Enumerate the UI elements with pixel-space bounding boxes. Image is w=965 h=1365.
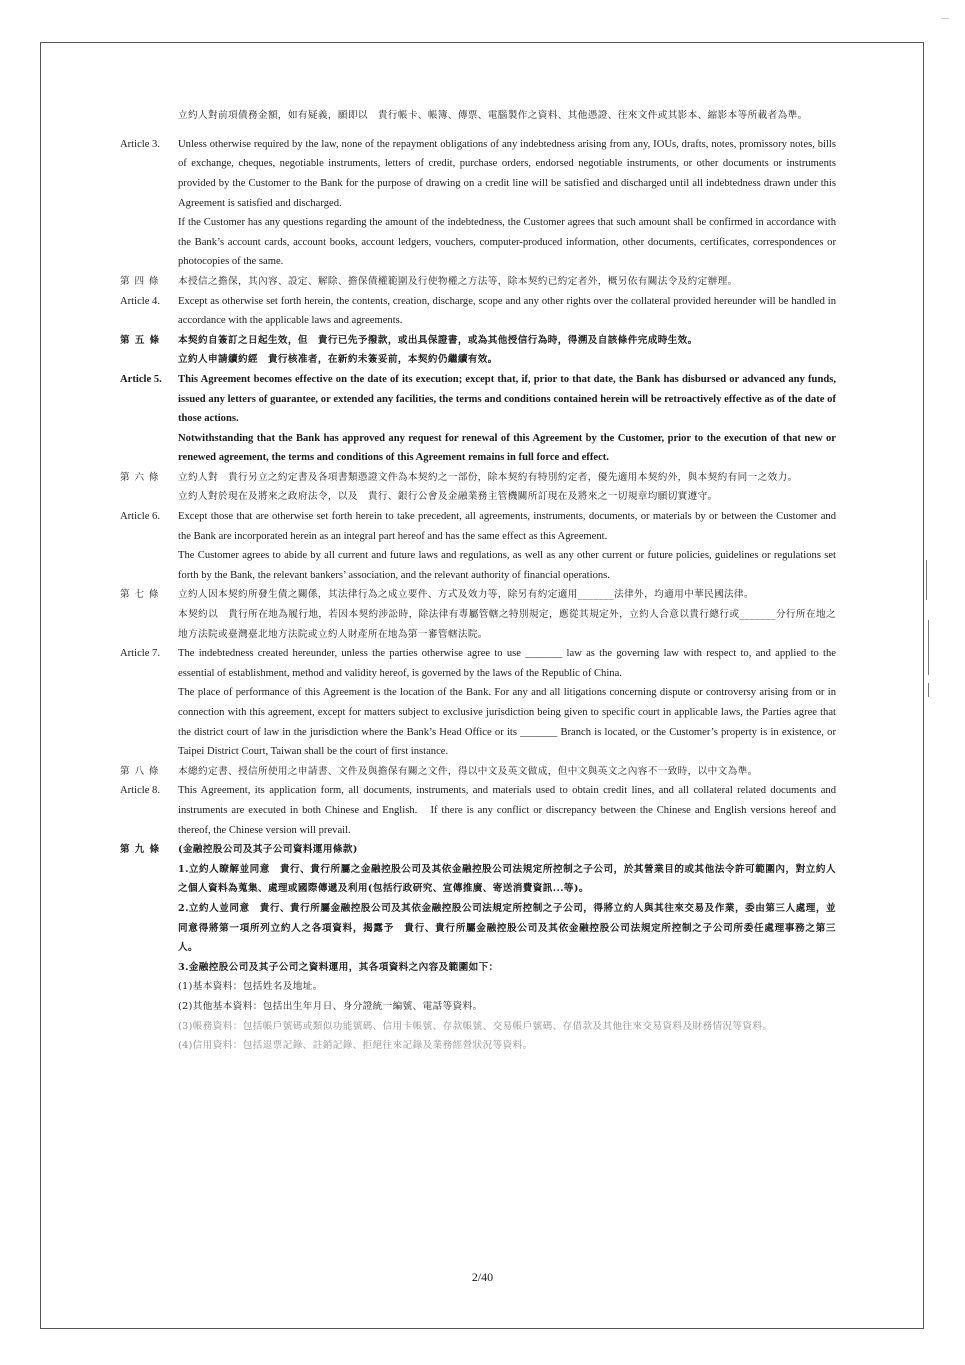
article-3-en xyxy=(120,135,836,272)
article-label: Article 8. xyxy=(120,785,161,797)
scan-speck xyxy=(941,18,949,19)
document-body xyxy=(120,96,836,1056)
scan-mark xyxy=(926,560,927,600)
article-label: Article 3. xyxy=(120,138,161,150)
article-8-zh xyxy=(120,762,836,782)
paragraph: The place of performance of this Agreement is the location of the Bank. For any and all litigations concerning dispute or controversy arising from or in connection with this agreement, except for matters subject to exclusive jurisdiction being given to specific court in applicable laws, the Parties agree that the district court of law in the jurisdiction where the Bank’s Head Office or its _______ Branch is located, or the Customer’s property is in existence, or Taipei District Court, Taiwan shall be the court of first instance. xyxy=(178,687,836,758)
paragraph: The indebtedness created hereunder, unless the parties otherwise agree to use _______ law as the governing law with respect to, and applied to the essential of establishment, method and validity hereof, is governed by the laws of the Republic of China. xyxy=(178,648,836,679)
page-number: 2/40 xyxy=(471,1270,494,1284)
article-label: 第 六 條 xyxy=(120,471,160,483)
paragraph: 本契約以 貴行所在地為履行地，若因本契約涉訟時，除法律有專屬管轄之特別規定，應從其規定外，立約人合意以貴行總行或_______分行所在地之地方法院或臺灣臺北地方法院或立約人財產所在地為第一審管轄法院。 xyxy=(178,609,836,640)
list-subitem: (2)其他基本資料：包括出生年月日、身分證統一編號、電話等資料。 xyxy=(178,1000,483,1012)
list-item: 1.立約人瞭解並同意 貴行、貴行所屬之金融控股公司及其依金融控股公司法規定所控制之子公司，於其營業目的或其他法令許可範圍內，對立約人之個人資料為蒐集、處理或國際傳遞及利用(包括行政研究、宣傳推廣、寄送消費資訊...等)。 xyxy=(178,863,836,895)
paragraph: Notwithstanding that the Bank has approved any request for renewal of this Agreement by the Customer, prior to the execution of that new or renewed agreement, the terms and conditions of this Agreement remains in full force and effect. xyxy=(178,432,836,464)
article-title: (金融控股公司及其子公司資料運用條款) xyxy=(178,844,358,856)
paragraph: This Agreement becomes effective on the date of its execution; except that, if, prior to that date, the Bank has disbursed or advanced any funds, issued any letters of guarantee, or extended any facilities, the terms and conditions contained herein will be retroactively effective as of the date of those actions. xyxy=(178,373,836,425)
article-6-en xyxy=(120,507,836,585)
article-label: Article 6. xyxy=(120,511,161,523)
paragraph: This Agreement, its application form, all documents, instruments, and materials used to obtain credit lines, and all collateral related documents and instruments are executed in both Chinese and English. If there is any conflict or discrepancy between the Chinese and English versions hereof and thereof, the Chinese version will prevail. xyxy=(178,785,836,836)
article-label: Article 7. xyxy=(120,648,161,660)
list-subitem: (4)信用資料：包括退票記錄、註銷記錄、拒絕往來記錄及業務經營狀況等資料。 xyxy=(178,1040,533,1052)
article-label: 第 四 條 xyxy=(120,275,160,287)
paragraph: 立約人因本契約所發生債之關係，其法律行為之成立要件、方式及效力等，除另有約定適用_______法律外，均適用中華民國法律。 xyxy=(178,589,755,601)
article-7-en xyxy=(120,644,836,762)
article-6-zh xyxy=(120,468,836,507)
paragraph: Except those that are otherwise set forth herein to take precedent, all agreements, instruments, documents, or materials by or between the Customer and the Bank are incorporated herein as an integral part hereof and has the same effect as this Agreement. xyxy=(178,511,836,542)
paragraph: The Customer agrees to abide by all current and future laws and regulations, as well as any other current or future policies, guidelines or regulations set forth by the Bank, the relevant bankers’ association, and the relevant authority of financial operations. xyxy=(178,550,836,581)
article-label: 第 七 條 xyxy=(120,589,160,601)
article-label: Article 4. xyxy=(120,295,161,307)
paragraph: Except as otherwise set forth herein, the contents, creation, discharge, scope and any other rights over the collateral provided hereunder will be handled in accordance with the applicable laws and agreements. xyxy=(178,295,836,327)
article-5-zh xyxy=(120,331,836,370)
article-9-zh xyxy=(120,840,836,860)
list-item: 3.金融控股公司及其子公司之資料運用，其各項資料之內容及範圍如下： xyxy=(178,961,499,973)
paragraph: 本契約自簽訂之日起生效，但 貴行已先予撥款，或出具保證書，或為其他授信行為時，得溯及自該條件完成時生效。 xyxy=(178,334,698,346)
article-label: 第 五 條 xyxy=(120,334,160,346)
scan-mark xyxy=(928,620,929,675)
article-3-zh-continuation: 立約人對前項債務金額，如有疑義，願即以 貴行帳卡、帳簿、傳票、電腦製作之資料、其他憑證、往來文件或其影本、縮影本等所載者為準。 xyxy=(178,109,808,121)
article-9-items xyxy=(120,860,836,1056)
article-label: Article 5. xyxy=(120,373,162,385)
article-4-en xyxy=(120,292,836,331)
article-8-en xyxy=(120,781,836,840)
article-label: 第 八 條 xyxy=(120,765,160,777)
paragraph: 立約人申請續約經 貴行核准者，在新約未簽妥前，本契約仍繼續有效。 xyxy=(178,354,498,366)
paragraph: 本總約定書、授信所使用之申請書、文件及與擔保有關之文件，得以中文及英文做成，但中文與英文之內容不一致時，以中文為準。 xyxy=(178,765,758,777)
article-5-en xyxy=(120,370,836,468)
article-4-zh xyxy=(120,272,836,292)
article-label: 第 九 條 xyxy=(120,844,160,856)
scan-mark xyxy=(928,683,929,697)
paragraph: If the Customer has any questions regarding the amount of the indebtedness, the Customer agrees that such amount shall be confirmed in accordance with the Bank’s account cards, account books, account ledgers, vouchers, computer-produced information, other documents, certificates, correspondences or photocopies of the same. xyxy=(178,217,836,268)
paragraph: 立約人對 貴行另立之約定書及各項書類憑證文件為本契約之一部份，除本契約有特別約定者，優先適用本契約外，與本契約有同一之效力。 xyxy=(178,471,798,483)
article-7-zh xyxy=(120,585,836,644)
list-subitem: (1)基本資料：包括姓名及地址。 xyxy=(178,981,323,993)
paragraph: 本授信之擔保，其內容、設定、解除、擔保債權範圍及行使物權之方法等，除本契約已約定者外，概另依有關法令及約定辦理。 xyxy=(178,275,738,287)
list-item: 2.立約人並同意 貴行、貴行所屬金融控股公司及其依金融控股公司法規定所控制之子公司，得將立約人與其往來交易及作業，委由第三人處理，並同意得將第一項所列立約人之各項資料，揭露予 貴行、貴行所屬金融控股公司及其依金融控股公司法規定所控制之子公司所委任處理事務之第三人。 xyxy=(178,902,836,954)
list-subitem: (3)帳務資料：包括帳戶號碼或類似功能號碼、信用卡帳號、存款帳號、交易帳戶號碼、存借款及其他往來交易資料及財務情況等資料。 xyxy=(178,1020,773,1032)
paragraph: 立約人對於現在及將來之政府法令，以及 貴行、銀行公會及金融業務主管機關所訂現在及將來之一切規章均願切實遵守。 xyxy=(178,491,718,503)
paragraph: Unless otherwise required by the law, none of the repayment obligations of any indebtedness arising from any, IOUs, drafts, notes, promissory notes, bills of exchange, cheques, negotiable instruments, letters of credit, purchase orders, endorsed negotiable instruments, or other documents or instruments provided by the Customer to the Bank for the purpose of drawing on a credit line will be satisfied and discharged until all indebtedness drawn under this Agreement is satisfied and discharged. xyxy=(178,138,836,209)
